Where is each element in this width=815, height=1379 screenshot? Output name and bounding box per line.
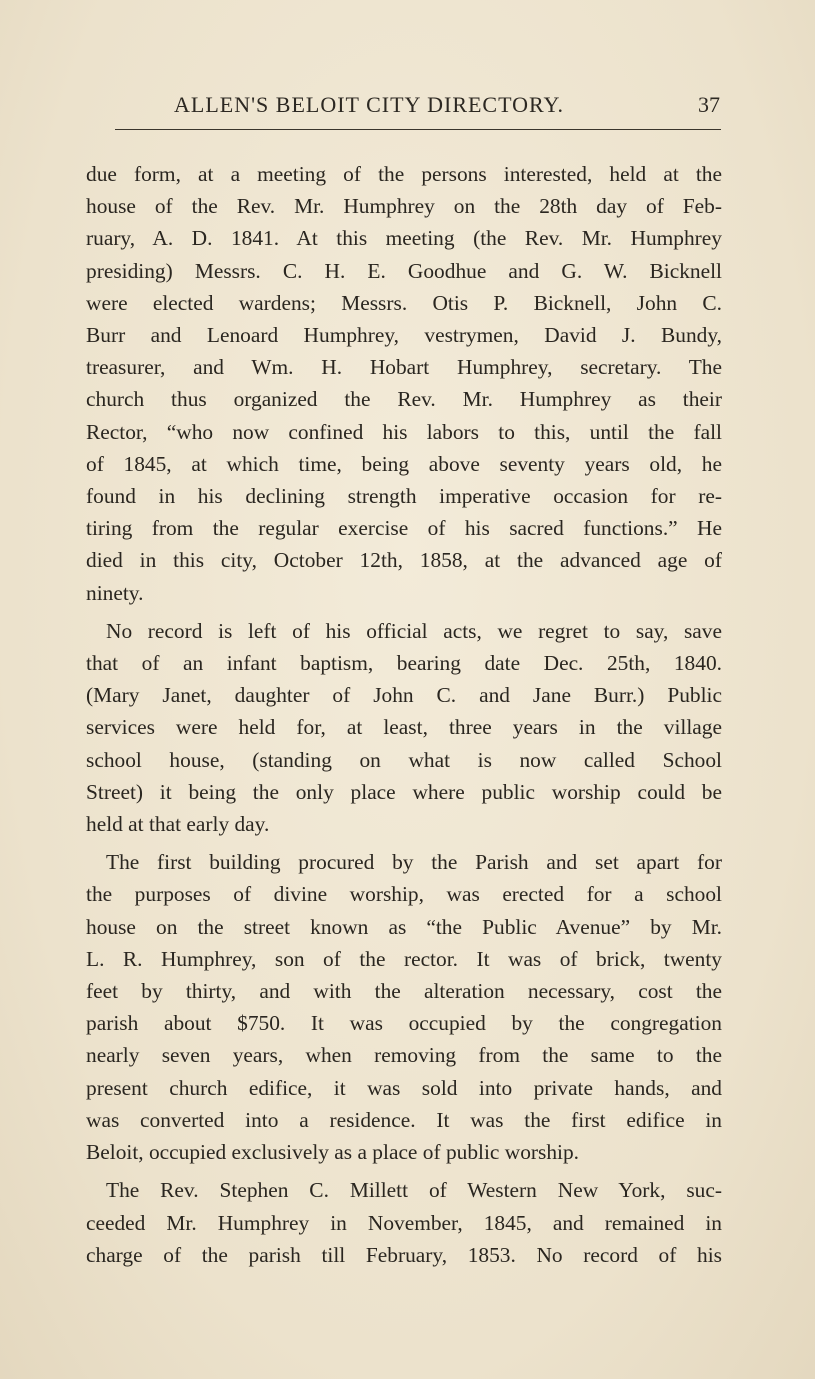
page-number: 37: [698, 92, 720, 117]
text-line: ruary, A. D. 1841. At this meeting (the Rev. Mr. Humphrey: [86, 226, 722, 251]
text-line: tiring from the regular exercise of his sacred functions.” He: [86, 516, 722, 541]
text-line: church thus organized the Rev. Mr. Humphrey as their: [86, 387, 722, 412]
body-text: [86, 158, 722, 1271]
text-line: of 1845, at which time, being above seventy years old, he: [86, 451, 722, 476]
text-line: was converted into a residence. It was the first edifice in: [86, 1107, 722, 1132]
text-line: the purposes of divine worship, was erected for a school: [86, 882, 722, 907]
text-line: ninety.: [86, 580, 144, 605]
text-line: house on the street known as “the Public Avenue” by Mr.: [86, 914, 722, 939]
text-line: (Mary Janet, daughter of John C. and Jane Burr.) Public: [86, 683, 722, 708]
header-title: ALLEN'S BELOIT CITY DIRECTORY.: [174, 92, 565, 117]
text-line: The Rev. Stephen C. Millett of Western New York, suc-: [106, 1178, 722, 1203]
text-line: L. R. Humphrey, son of the rector. It was of brick, twenty: [86, 946, 722, 971]
text-line: charge of the parish till February, 1853. No record of his: [86, 1242, 722, 1267]
text-line: Rector, “who now confined his labors to this, until the fall: [86, 419, 722, 444]
text-line: Burr and Lenoard Humphrey, vestrymen, David J. Bundy,: [86, 323, 722, 348]
paragraph-3: [86, 846, 722, 1168]
text-line: presiding) Messrs. C. H. E. Goodhue and G. W. Bicknell: [86, 258, 722, 283]
header-rule: [115, 129, 721, 130]
text-line: held at that early day.: [86, 812, 270, 837]
text-line: feet by thirty, and with the alteration necessary, cost the: [86, 979, 722, 1004]
running-header: [172, 92, 720, 124]
text-line: school house, (standing on what is now called School: [86, 747, 722, 772]
text-line: Beloit, occupied exclusively as a place of public worship.: [86, 1140, 580, 1165]
text-line: The first building procured by the Parish and set apart for: [106, 850, 722, 875]
text-line: present church edifice, it was sold into private hands, and: [86, 1075, 722, 1100]
paragraph-1: [86, 158, 722, 609]
text-line: were elected wardens; Messrs. Otis P. Bicknell, John C.: [86, 290, 722, 315]
text-line: treasurer, and Wm. H. Hobart Humphrey, secretary. The: [86, 355, 722, 380]
text-line: nearly seven years, when removing from the same to the: [86, 1043, 722, 1068]
text-line: Street) it being the only place where public worship could be: [86, 779, 722, 804]
text-line: parish about $750. It was occupied by the congregation: [86, 1011, 722, 1036]
paragraph-4: [86, 1174, 722, 1271]
paragraph-2: [86, 615, 722, 840]
text-line: No record is left of his official acts, we regret to say, save: [106, 618, 722, 643]
text-line: ceeded Mr. Humphrey in November, 1845, and remained in: [86, 1210, 722, 1235]
text-line: died in this city, October 12th, 1858, at the advanced age of: [86, 548, 722, 573]
text-line: due form, at a meeting of the persons interested, held at the: [86, 162, 722, 186]
text-line: found in his declining strength imperative occasion for re-: [86, 484, 722, 509]
text-line: house of the Rev. Mr. Humphrey on the 28th day of Feb-: [86, 194, 722, 219]
text-line: that of an infant baptism, bearing date Dec. 25th, 1840.: [86, 651, 722, 676]
text-line: services were held for, at least, three years in the village: [86, 715, 722, 740]
